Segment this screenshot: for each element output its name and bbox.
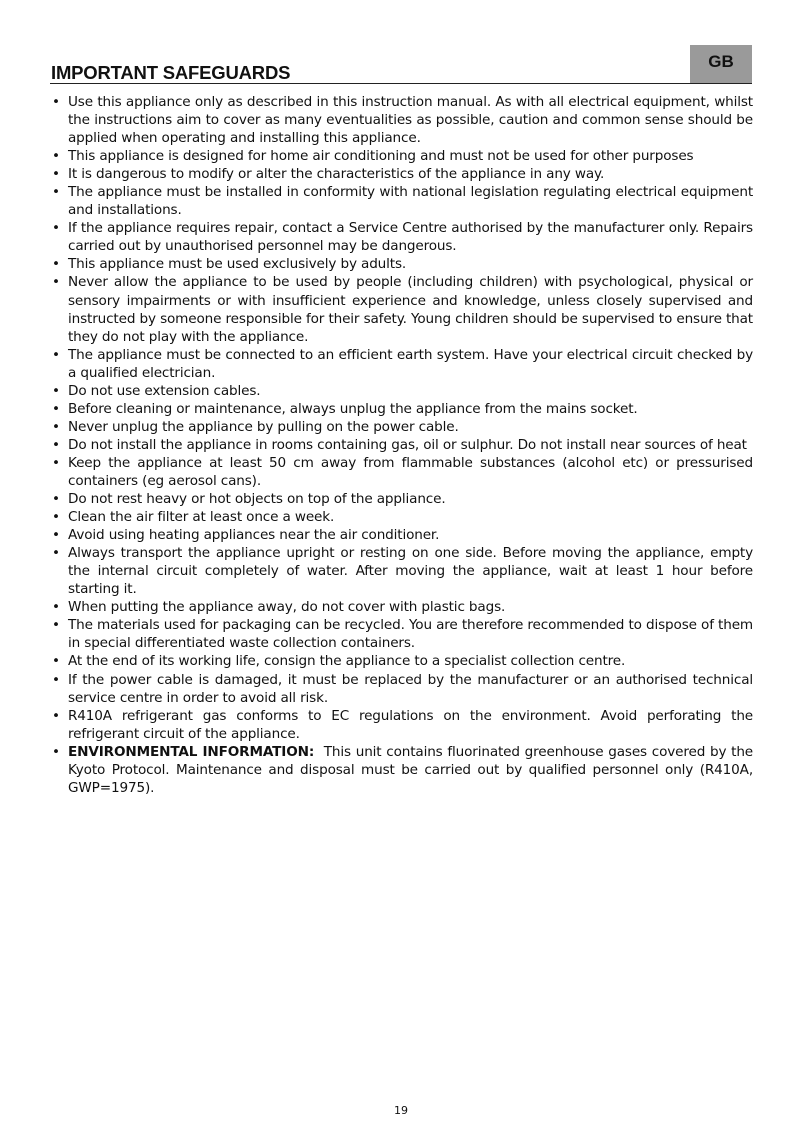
bullet-icon: • [52, 707, 60, 724]
list-item-text: This appliance must be used exclusively by adults. [68, 256, 407, 273]
bullet-icon: • [52, 454, 60, 471]
bullet-icon: • [52, 653, 60, 670]
list-item-text: Keep the appliance at least 50 cm away from flammable substances (alcohol etc) or pressurised containers (eg aerosol cans). [68, 454, 753, 489]
list-item [51, 400, 753, 418]
bullet-icon: • [52, 274, 60, 291]
page-number: 19 [394, 1104, 408, 1117]
list-item [51, 652, 753, 670]
language-badge: GB [690, 45, 752, 83]
list-item-text: Do not use extension cables. [68, 382, 261, 399]
list-item [51, 165, 753, 183]
list-item [51, 671, 753, 707]
bullet-icon: • [52, 436, 60, 453]
bullet-icon: • [52, 166, 60, 183]
bullet-icon: • [52, 148, 60, 165]
list-item-text: Always transport the appliance upright or resting on one side. Before moving the appliance, empty the internal circuit completely of water. After moving the appliance, wait at least 1 hour before starting it. [68, 545, 753, 598]
list-item [51, 255, 753, 273]
list-item-text: If the power cable is damaged, it must be replaced by the manufacturer or an authorised technical service centre in order to avoid all risk. [68, 671, 753, 706]
bullet-icon: • [52, 418, 60, 435]
list-item-text: Do not install the appliance in rooms containing gas, oil or sulphur. Do not install near sources of heat [68, 436, 747, 453]
list-item [51, 598, 753, 616]
list-item-text: Avoid using heating appliances near the air conditioner. [68, 527, 440, 544]
list-item-text: Clean the air filter at least once a week. [68, 509, 335, 526]
safeguards-list [51, 93, 753, 797]
bullet-icon: • [52, 184, 60, 201]
list-item [51, 273, 753, 345]
list-item [51, 707, 753, 743]
list-item-text: Use this appliance only as described in this instruction manual. As with all electrical equipment, whilst the instructions aim to cover as many eventualities as possible, caution and common sense should be applied when operating and installing this appliance. [68, 94, 753, 147]
list-item-text: If the appliance requires repair, contact a Service Centre authorised by the manufacturer only. Repairs carried out by unauthorised personnel may be dangerous. [68, 220, 753, 255]
bullet-icon: • [52, 382, 60, 399]
list-item [51, 418, 753, 436]
list-item [51, 382, 753, 400]
bullet-icon: • [52, 491, 60, 508]
list-item [51, 616, 753, 652]
list-item-text: Never allow the appliance to be used by people (including children) with psychological, physical or sensory impairments or with insufficient experience and knowledge, unless closely supervised and instructed by someone responsible for their safety. Young children should be supervised to ensure that they do not play with the appliance. [68, 274, 753, 345]
list-item-text: This appliance is designed for home air conditioning and must not be used for other purposes [68, 148, 694, 165]
bullet-icon: • [52, 256, 60, 273]
list-item [51, 544, 753, 598]
bullet-icon: • [52, 599, 60, 616]
environmental-text: This unit contains fluorinated greenhouse gases covered by the Kyoto Protocol. Maintenance and disposal must be carried out by qualified personnel only (R410A, GWP=1975). [68, 743, 754, 796]
bullet-icon: • [52, 671, 60, 688]
list-item-text: Before cleaning or maintenance, always unplug the appliance from the mains socket. [68, 400, 638, 417]
list-item [51, 508, 753, 526]
list-item-text: The materials used for packaging can be recycled. You are therefore recommended to dispose of them in special differentiated waste collection containers. [68, 617, 753, 652]
bullet-icon: • [52, 527, 60, 544]
list-item-text: R410A refrigerant gas conforms to EC regulations on the environment. Avoid perforating the refrigerant circuit of the appliance. [68, 707, 753, 742]
list-item-text: The appliance must be installed in conformity with national legislation regulating electrical equipment and installations. [68, 184, 753, 219]
list-item [51, 219, 753, 255]
list-item [51, 93, 753, 147]
bullet-icon: • [52, 545, 60, 562]
title-divider [50, 83, 752, 84]
environmental-label: ENVIRONMENTAL INFORMATION: [68, 743, 315, 760]
list-item [51, 436, 753, 454]
list-item-text: At the end of its working life, consign the appliance to a specialist collection centre. [68, 653, 626, 670]
bullet-icon: • [52, 743, 60, 760]
bullet-icon: • [52, 400, 60, 417]
list-item [51, 526, 753, 544]
list-item-text: When putting the appliance away, do not cover with plastic bags. [68, 599, 506, 616]
bullet-icon: • [52, 94, 60, 110]
list-item-text: The appliance must be connected to an efficient earth system. Have your electrical circuit checked by a qualified electrician. [68, 346, 753, 381]
list-item-text: It is dangerous to modify or alter the characteristics of the appliance in any way. [68, 166, 605, 183]
bullet-icon: • [52, 617, 60, 634]
list-item [51, 490, 753, 508]
list-item [51, 346, 753, 382]
page-title: IMPORTANT SAFEGUARDS [51, 62, 291, 83]
bullet-icon: • [52, 346, 60, 363]
list-item-text: Do not rest heavy or hot objects on top of the appliance. [68, 491, 446, 508]
list-item-environmental [51, 743, 753, 797]
list-item-text: Never unplug the appliance by pulling on the power cable. [68, 418, 459, 435]
list-item [51, 147, 753, 165]
list-item [51, 183, 753, 219]
bullet-icon: • [52, 509, 60, 526]
list-item [51, 454, 753, 490]
bullet-icon: • [52, 220, 60, 237]
